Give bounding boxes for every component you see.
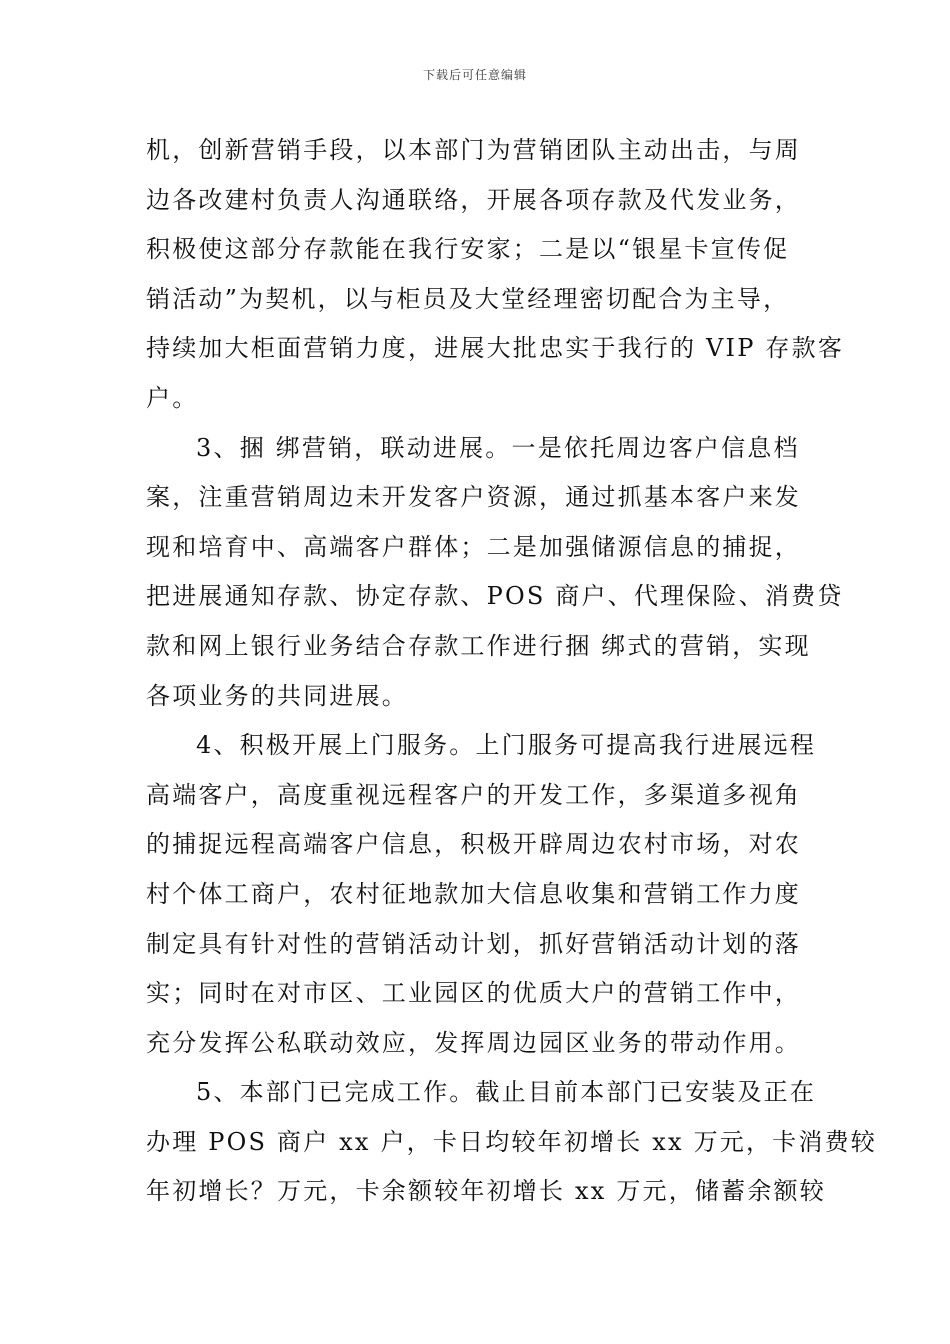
text-line: 案，注重营销周边未开发客户资源，通过抓基本客户来发 — [146, 483, 801, 512]
document-lines — [146, 126, 877, 1217]
text-line: 年初增长？万元，卡余额较年初增长 xx 万元，储蓄余额较 — [146, 1177, 826, 1206]
text-line: 4、积极开展上门服务。上门服务可提高我行进展远程 — [196, 731, 817, 760]
text-line: 持续加大柜面营销力度，进展大批忠实于我行的 VIP 存款客 — [146, 334, 845, 363]
text-line: 3、捆 绑营销，联动进展。一是依托周边客户信息档 — [196, 433, 800, 462]
text-line: 的捕捉远程高端客户信息，积极开辟周边农村市场，对农 — [146, 830, 801, 859]
text-line: 把进展通知存款、协定存款、POS 商户、代理保险、消费贷 — [146, 582, 844, 611]
text-line: 办理 POS 商户 xx 户，卡日均较年初增长 xx 万元，卡消费较 — [146, 1127, 877, 1156]
text-line: 村个体工商户，农村征地款加大信息收集和营销工作力度 — [146, 879, 801, 908]
text-line: 制定具有针对性的营销活动计划，抓好营销活动计划的落 — [146, 929, 801, 958]
document-body — [146, 126, 877, 1217]
text-line: 机，创新营销手段，以本部门为营销团队主动出击，与周 — [146, 136, 801, 164]
text-line: 边各改建村负责人沟通联络，开展各项存款及代发业务， — [146, 185, 801, 214]
text-line: 高端客户，高度重视远程客户的开发工作，多渠道多视角 — [146, 780, 801, 809]
text-line: 现和培育中、高端客户群体；二是加强储源信息的捕捉， — [146, 532, 801, 561]
text-line: 5、本部门已完成工作。截止目前本部门已安装及正在 — [196, 1078, 817, 1107]
text-line: 各项业务的共同进展。 — [146, 681, 408, 710]
text-line: 款和网上银行业务结合存款工作进行捆 绑式的营销，实现 — [146, 631, 811, 660]
text-line: 充分发挥公私联动效应，发挥周边园区业务的带动作用。 — [146, 1028, 801, 1057]
text-line: 积极使这部分存款能在我行安家；二是以“银星卡宣传促 — [146, 235, 790, 264]
text-line: 户。 — [146, 383, 199, 412]
text-line: 实；同时在对市区、工业园区的优质大户的营销工作中， — [146, 979, 801, 1008]
text-line: 销活动”为契机，以与柜员及大堂经理密切配合为主导， — [146, 284, 790, 313]
page-header-note: 下载后可任意编辑 — [422, 68, 527, 82]
